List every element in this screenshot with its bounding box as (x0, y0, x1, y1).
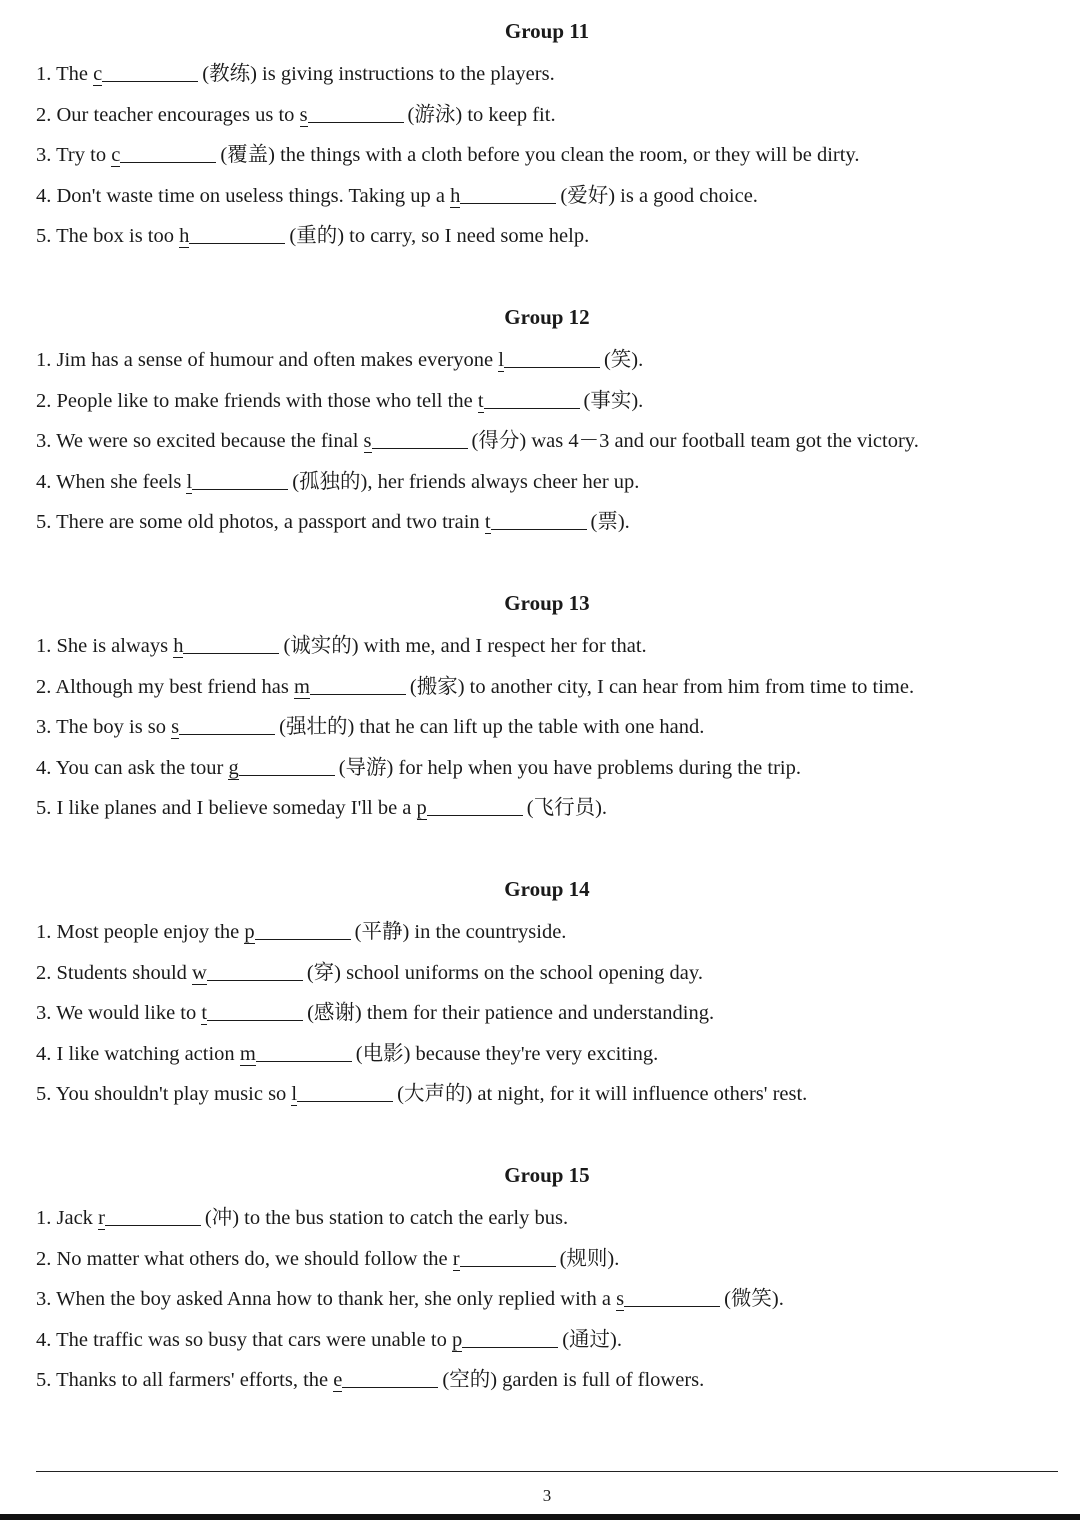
question-prefix: 2. People like to make friends with those who tell the t (36, 390, 484, 412)
answer-blank[interactable] (189, 223, 285, 244)
initial-letter: s (171, 716, 180, 738)
chinese-hint: (规则). (559, 1248, 620, 1270)
question-item (36, 386, 643, 414)
question-prefix: 5. You shouldn't play music so l (36, 1083, 298, 1105)
question-prefix: 2. Our teacher encourages us to s (36, 104, 308, 126)
question-prefix: 4. You can ask the tour g (36, 757, 239, 779)
chinese-hint: (感谢) (307, 1002, 362, 1024)
question-suffix: at night, for it will influence others' rest. (472, 1083, 808, 1105)
question-item (36, 1039, 658, 1067)
question-prefix: 3. Try to c (36, 144, 121, 166)
question-suffix: garden is full of flowers. (497, 1369, 705, 1391)
answer-blank[interactable] (460, 1246, 556, 1267)
question-suffix: to another city, I can hear from him from time to time. (464, 676, 915, 698)
answer-blank[interactable] (484, 388, 580, 409)
question-item (36, 917, 566, 945)
question-prefix: 2. Although my best friend has m (36, 676, 310, 698)
question-item (36, 998, 714, 1026)
chinese-hint: (通过). (562, 1329, 622, 1351)
question-suffix: them for their patience and understanding. (361, 1002, 715, 1024)
initial-letter: m (239, 1043, 256, 1065)
group-title: Group 14 (504, 877, 590, 901)
chinese-hint: (票). (590, 511, 630, 533)
question-prefix: 3. When the boy asked Anna how to thank her, she only replied with a s (36, 1288, 625, 1310)
answer-blank[interactable] (491, 509, 587, 530)
question-prefix: 4. I like watching action m (36, 1043, 256, 1065)
question-item (36, 1365, 704, 1393)
question-item (36, 1079, 807, 1107)
group-title: Group 11 (504, 19, 590, 43)
question-suffix: to keep fit. (462, 104, 556, 126)
initial-letter: r (98, 1207, 105, 1229)
initial-letter: r (452, 1248, 460, 1270)
answer-blank[interactable] (460, 183, 556, 204)
initial-letter: e (333, 1369, 343, 1391)
initial-letter: t (484, 511, 491, 533)
chinese-hint: (强壮的) (279, 716, 355, 738)
initial-letter: p (244, 921, 255, 943)
answer-blank[interactable] (179, 714, 275, 735)
question-prefix: 5. I like planes and I believe someday I'll be a p (36, 797, 427, 819)
initial-letter: h (179, 225, 190, 247)
group-title: Group 15 (504, 1163, 590, 1187)
answer-blank[interactable] (372, 428, 468, 449)
answer-blank[interactable] (504, 347, 600, 368)
question-prefix: 1. She is always h (36, 635, 184, 657)
chinese-hint: (事实). (583, 390, 644, 412)
chinese-hint: (大声的) (397, 1083, 473, 1105)
question-suffix: in the countryside. (409, 921, 567, 943)
answer-blank[interactable] (310, 674, 406, 695)
answer-blank[interactable] (255, 919, 351, 940)
question-item (36, 507, 630, 535)
chinese-hint: (孤独的), (292, 471, 373, 493)
question-suffix: her friends always cheer her up. (372, 471, 640, 493)
question-item (36, 426, 919, 454)
question-suffix: because they're very exciting. (410, 1043, 659, 1065)
answer-blank[interactable] (192, 469, 288, 490)
question-item (36, 1325, 622, 1353)
question-prefix: 1. The c (36, 63, 103, 85)
question-prefix: 4. When she feels l (36, 471, 193, 493)
question-item (36, 672, 914, 700)
chinese-hint: (平静) (354, 921, 410, 943)
question-prefix: 3. The boy is so s (36, 716, 180, 738)
chinese-hint: (重的) (289, 225, 345, 247)
initial-letter: w (192, 962, 207, 984)
chinese-hint: (游泳) (407, 104, 463, 126)
answer-blank[interactable] (427, 795, 523, 816)
initial-letter: h (173, 635, 184, 657)
chinese-hint: (空的) (442, 1369, 498, 1391)
question-suffix: the things with a cloth before you clean the room, or they will be dirty. (274, 144, 860, 166)
question-item (36, 221, 589, 249)
initial-letter: l (498, 349, 504, 371)
chinese-hint: (穿) (306, 962, 342, 984)
question-prefix: 4. Don't waste time on useless things. Taking up a h (36, 185, 461, 207)
question-prefix: 5. The box is too h (36, 225, 190, 247)
question-item (36, 753, 801, 781)
question-suffix: that he can lift up the table with one hand. (354, 716, 705, 738)
question-suffix: is a good choice. (615, 185, 758, 207)
chinese-hint: (教练) (202, 63, 257, 85)
chinese-hint: (覆盖) (220, 144, 275, 166)
chinese-hint: (导游) (338, 757, 394, 779)
group-title: Group 12 (504, 305, 590, 329)
group-title: Group 13 (504, 591, 590, 615)
answer-blank[interactable] (239, 755, 335, 776)
chinese-hint: (笑). (603, 349, 644, 371)
question-prefix: 1. Jack r (36, 1207, 105, 1229)
chinese-hint: (诚实的) (283, 635, 359, 657)
footer-rule (36, 1471, 1058, 1472)
initial-letter: h (450, 185, 461, 207)
question-prefix: 3. We would like to t (36, 1002, 208, 1024)
question-item (36, 1284, 784, 1312)
question-prefix: 3. We were so excited because the final s (36, 430, 372, 452)
initial-letter: t (201, 1002, 208, 1024)
initial-letter: p (451, 1329, 463, 1351)
question-prefix: 2. No matter what others do, we should follow the r (36, 1248, 460, 1270)
question-prefix: 5. There are some old photos, a passport and two train t (36, 511, 491, 533)
answer-blank[interactable] (183, 633, 279, 654)
question-item (36, 793, 607, 821)
answer-blank[interactable] (102, 61, 198, 82)
question-item (36, 958, 703, 986)
question-suffix: is giving instructions to the players. (256, 63, 555, 85)
question-item (36, 140, 859, 168)
chinese-hint: (爱好) (560, 185, 616, 207)
question-suffix: for help when you have problems during the trip. (393, 757, 802, 779)
page-number: 3 (542, 1486, 552, 1505)
answer-blank[interactable] (297, 1081, 393, 1102)
chinese-hint: (得分) (471, 430, 527, 452)
question-prefix: 5. Thanks to all farmers' efforts, the e (36, 1369, 343, 1391)
question-item (36, 345, 643, 373)
initial-letter: s (363, 430, 372, 452)
answer-blank[interactable] (207, 1000, 303, 1021)
initial-letter: s (299, 104, 308, 126)
initial-letter: g (228, 757, 239, 779)
initial-letter: l (291, 1083, 298, 1105)
answer-blank[interactable] (624, 1286, 720, 1307)
answer-blank[interactable] (207, 960, 303, 981)
chinese-hint: (飞行员). (526, 797, 608, 819)
question-suffix: to the bus station to catch the early bus. (239, 1207, 569, 1229)
question-suffix: with me, and I respect her for that. (358, 635, 647, 657)
answer-blank[interactable] (308, 102, 404, 123)
answer-blank[interactable] (342, 1367, 438, 1388)
question-suffix: to carry, so I need some help. (344, 225, 590, 247)
question-suffix: was 4－3 and our football team got the victory. (526, 430, 919, 452)
question-item (36, 1203, 568, 1231)
question-item (36, 712, 704, 740)
question-item (36, 467, 639, 495)
initial-letter: l (186, 471, 193, 493)
question-item (36, 100, 556, 128)
initial-letter: s (616, 1288, 625, 1310)
answer-blank[interactable] (462, 1327, 558, 1348)
question-item (36, 1244, 619, 1272)
question-prefix: 1. Jim has a sense of humour and often makes everyone l (36, 349, 504, 371)
initial-letter: m (293, 676, 310, 698)
bottom-edge-bar (0, 1514, 1080, 1520)
question-prefix: 4. The traffic was so busy that cars were unable to p (36, 1329, 463, 1351)
initial-letter: t (477, 390, 484, 412)
question-item (36, 59, 555, 87)
initial-letter: c (111, 144, 121, 166)
question-prefix: 1. Most people enjoy the p (36, 921, 255, 943)
question-item (36, 631, 647, 659)
question-item (36, 181, 758, 209)
chinese-hint: (电影) (355, 1043, 411, 1065)
initial-letter: c (93, 63, 103, 85)
chinese-hint: (冲) (204, 1207, 240, 1229)
initial-letter: p (416, 797, 427, 819)
answer-blank[interactable] (105, 1205, 201, 1226)
question-suffix: school uniforms on the school opening day. (341, 962, 703, 984)
answer-blank[interactable] (256, 1041, 352, 1062)
chinese-hint: (搬家) (409, 676, 465, 698)
answer-blank[interactable] (120, 142, 216, 163)
chinese-hint: (微笑). (724, 1288, 784, 1310)
question-prefix: 2. Students should w (36, 962, 207, 984)
